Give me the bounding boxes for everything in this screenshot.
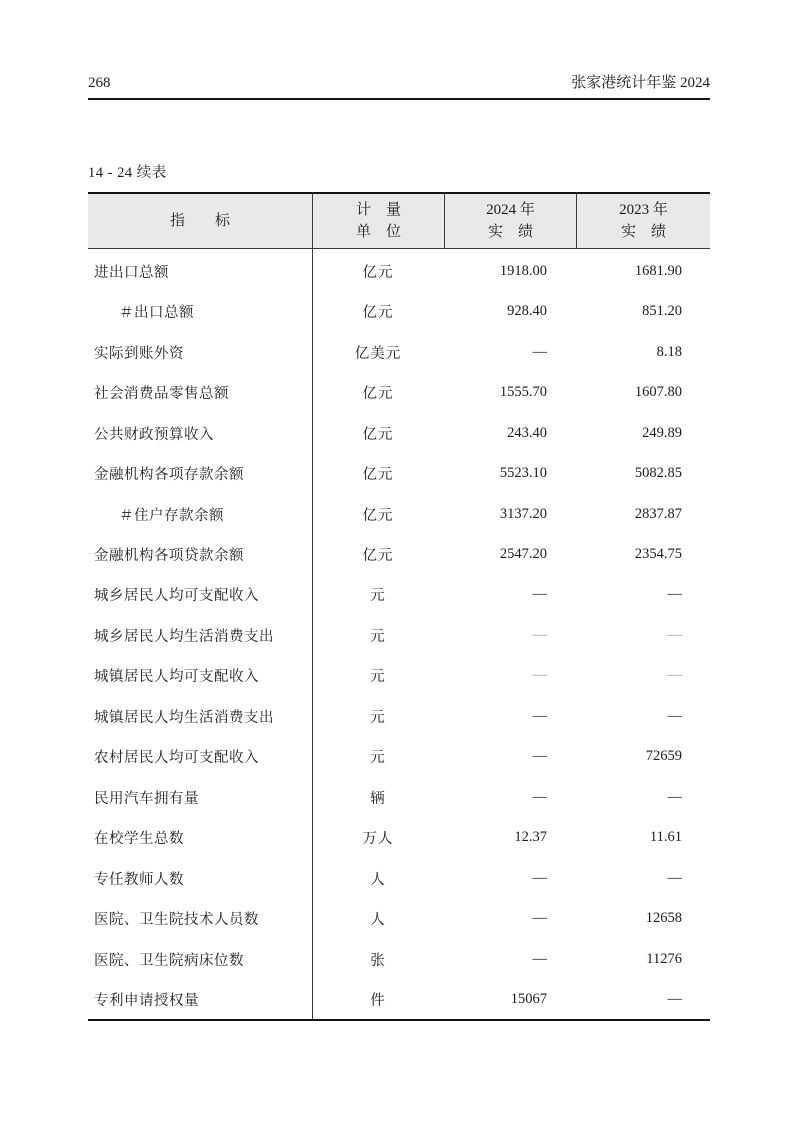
indicator-cell: 城镇居民人均可支配收入 [94,669,259,686]
value-2024-cell: — [532,667,547,684]
table-row [88,291,710,331]
indicator-cell: 在校学生总数 [94,831,184,848]
value-2023-cell: — [667,869,682,886]
value-2023-cell: 11.61 [649,829,682,846]
value-2023-cell: — [667,788,682,805]
unit-cell: 亿元 [362,548,394,565]
table-row [88,372,710,412]
table-row [88,413,710,453]
unit-cell: 元 [370,669,386,686]
table-row [88,656,710,696]
table-row [88,979,710,1019]
value-2024-cell: — [532,748,547,765]
indicator-cell: 医院、卫生院技术人员数 [94,912,259,929]
header-indicator-label: 指 标 [169,212,230,229]
indicator-cell: 城镇居民人均生活消费支出 [94,709,274,726]
indicator-cell: 农村居民人均可支配收入 [94,750,259,767]
table-header-row [88,194,710,249]
value-2024-cell: — [532,788,547,805]
table-row [88,818,710,858]
value-2024-cell: 1918.00 [499,262,547,279]
statistics-table [88,192,710,1021]
value-2024-cell: 2547.20 [499,546,547,563]
value-2024-cell: — [532,626,547,643]
value-2023-cell: — [667,707,682,724]
unit-cell: 元 [370,628,386,645]
header-unit [312,194,444,248]
header-2024-line2: 实 绩 [487,224,533,240]
indicator-cell: 进出口总额 [94,264,169,281]
indicator-cell: 公共财政预算收入 [94,426,214,443]
value-2024-cell: 5523.10 [499,465,547,482]
value-2023-cell: 2837.87 [634,505,682,522]
unit-cell: 件 [370,993,386,1010]
value-2024-cell: — [532,869,547,886]
unit-cell: 人 [370,871,386,888]
unit-cell: 亿元 [362,305,394,322]
header-2023 [576,194,710,248]
indicator-cell: 实际到账外资 [94,345,184,362]
unit-cell: 辆 [370,790,386,807]
indicator-cell: 民用汽车拥有量 [94,790,199,807]
unit-cell: 元 [370,588,386,605]
value-2024-cell: — [532,586,547,603]
value-2023-cell: — [667,586,682,603]
value-2023-cell: 12658 [645,910,682,927]
unit-cell: 元 [370,709,386,726]
value-2023-cell: 8.18 [656,343,682,360]
unit-cell: 万人 [362,831,394,848]
value-2023-cell: 2354.75 [634,546,682,563]
header-unit-line2: 单 位 [355,224,401,240]
value-2023-cell: 1681.90 [634,262,682,279]
indicator-cell: 专利申请授权量 [94,993,199,1010]
indicator-cell: ＃出口总额 [119,305,194,322]
value-2024-cell: 15067 [510,991,547,1008]
unit-cell: 元 [370,750,386,767]
indicator-cell: 城乡居民人均可支配收入 [94,588,259,605]
header-indicator [88,194,312,248]
value-2024-cell: 243.40 [507,424,547,441]
table-row [88,899,710,939]
yearbook-title: 张家港统计年鉴 2024 [571,75,710,91]
indicator-cell: 金融机构各项存款余额 [94,467,244,484]
indicator-cell: 专任教师人数 [94,871,184,888]
value-2023-cell: — [667,667,682,684]
value-2024-cell: — [532,707,547,724]
value-2023-cell: — [667,626,682,643]
header-unit-line1: 计 量 [355,201,401,218]
table-row [88,615,710,655]
table-row [88,737,710,777]
indicator-cell: 金融机构各项贷款余额 [94,548,244,565]
table-row [88,858,710,898]
unit-cell: 人 [370,912,386,929]
column-divider-line [312,249,313,1020]
indicator-cell: 医院、卫生院病床位数 [94,952,244,969]
value-2023-cell: 249.89 [642,424,682,441]
value-2023-cell: 851.20 [642,303,682,320]
unit-cell: 亿元 [362,467,394,484]
value-2024-cell: — [532,343,547,360]
table-row [88,575,710,615]
unit-cell: 亿元 [362,426,394,443]
value-2023-cell: 5082.85 [634,465,682,482]
value-2024-cell: 12.37 [514,829,547,846]
table-row [88,332,710,372]
table-row [88,534,710,574]
unit-cell: 张 [370,952,386,969]
table-row [88,777,710,817]
indicator-cell: 社会消费品零售总额 [94,386,229,403]
header-2023-line1: 2023 年 [619,201,668,218]
value-2024-cell: — [532,910,547,927]
value-2024-cell: — [532,950,547,967]
value-2024-cell: 1555.70 [499,384,547,401]
table-row [88,453,710,493]
value-2023-cell: — [667,991,682,1008]
value-2024-cell: 3137.20 [499,505,547,522]
page-number: 268 [88,75,111,91]
value-2024-cell: 928.40 [507,303,547,320]
table-row [88,494,710,534]
table-title: 14 - 24 续表 [88,165,167,181]
header-2024-line1: 2024 年 [486,201,535,218]
page-header [88,70,710,100]
indicator-cell: 城乡居民人均生活消费支出 [94,628,274,645]
table-row [88,939,710,979]
table-row [88,251,710,291]
value-2023-cell: 11276 [646,950,682,967]
header-2024 [444,194,576,248]
unit-cell: 亿元 [362,386,394,403]
table-row [88,696,710,736]
unit-cell: 亿元 [362,507,394,524]
indicator-cell: ＃住户存款余额 [119,507,224,524]
value-2023-cell: 72659 [645,748,682,765]
table-body [88,249,710,1020]
header-2023-line2: 实 绩 [620,224,666,240]
value-2023-cell: 1607.80 [634,384,682,401]
unit-cell: 亿元 [362,264,394,281]
unit-cell: 亿美元 [354,345,402,362]
